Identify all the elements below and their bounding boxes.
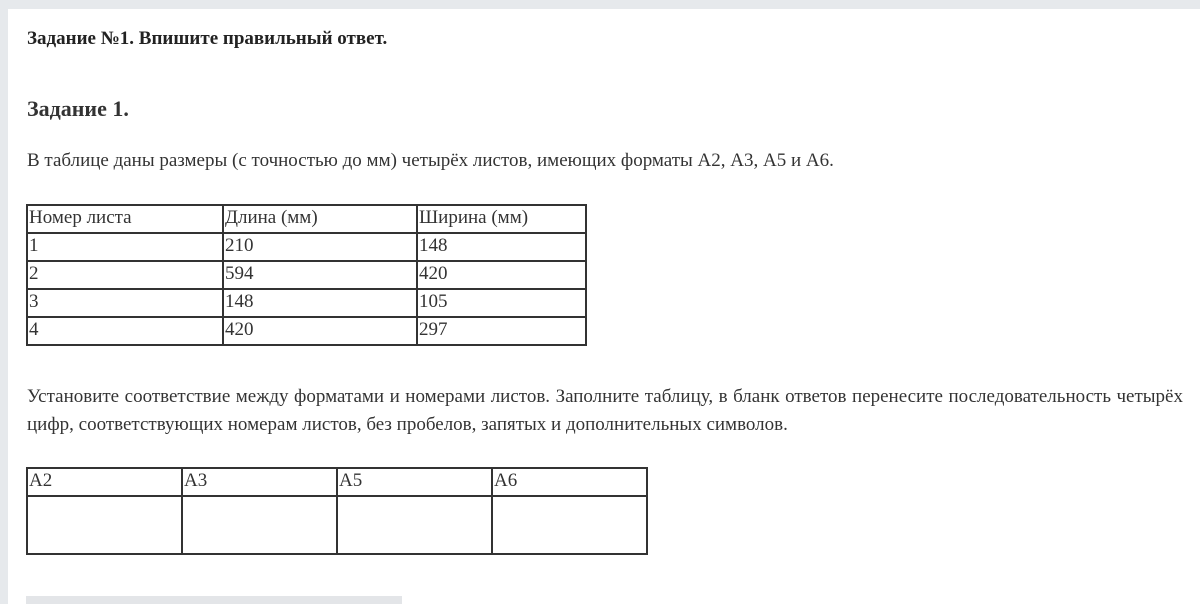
task-title: Задание 1. (27, 96, 129, 121)
answer-cell-a5[interactable] (337, 496, 492, 554)
cell-sheet-number: 1 (27, 233, 223, 261)
sizes-table (26, 204, 587, 346)
column-header-width: Ширина (мм) (417, 205, 586, 233)
cell-sheet-number: 3 (27, 289, 223, 317)
cell-width: 420 (417, 261, 586, 289)
cell-length: 148 (223, 289, 417, 317)
answer-cell-a2[interactable] (27, 496, 182, 554)
answer-table (26, 467, 648, 555)
column-header-a3: А3 (182, 468, 337, 496)
cell-width: 105 (417, 289, 586, 317)
answer-row (27, 496, 647, 554)
task-header: Задание №1. Впишите правильный ответ. (27, 28, 388, 49)
cell-length: 594 (223, 261, 417, 289)
table-row (27, 289, 586, 317)
answer-header-row (27, 468, 647, 496)
table-row (27, 233, 586, 261)
column-header-a6: А6 (492, 468, 647, 496)
column-header-sheet-number: Номер листа (27, 205, 223, 233)
answer-input-bar[interactable] (26, 596, 402, 604)
cell-sheet-number: 2 (27, 261, 223, 289)
cell-length: 210 (223, 233, 417, 261)
answer-cell-a3[interactable] (182, 496, 337, 554)
answer-cell-a6[interactable] (492, 496, 647, 554)
task-instruction: Установите соответствие между форматами и номерами листов. Заполните таблицу, в бланк ответов перенесите последовательность четырёх цифр, соответствующих номерам листов, без пробелов, запятых и дополнительных символов. (27, 386, 1183, 435)
table-header-row (27, 205, 586, 233)
cell-width: 148 (417, 233, 586, 261)
page (8, 9, 1200, 604)
cell-length: 420 (223, 317, 417, 345)
cell-width: 297 (417, 317, 586, 345)
column-header-a2: А2 (27, 468, 182, 496)
column-header-length: Длина (мм) (223, 205, 417, 233)
column-header-a5: А5 (337, 468, 492, 496)
table-row (27, 317, 586, 345)
table-row (27, 261, 586, 289)
cell-sheet-number: 4 (27, 317, 223, 345)
task-intro: В таблице даны размеры (с точностью до мм) четырёх листов, имеющих форматы А2, А3, А5 и А6. (27, 150, 834, 171)
